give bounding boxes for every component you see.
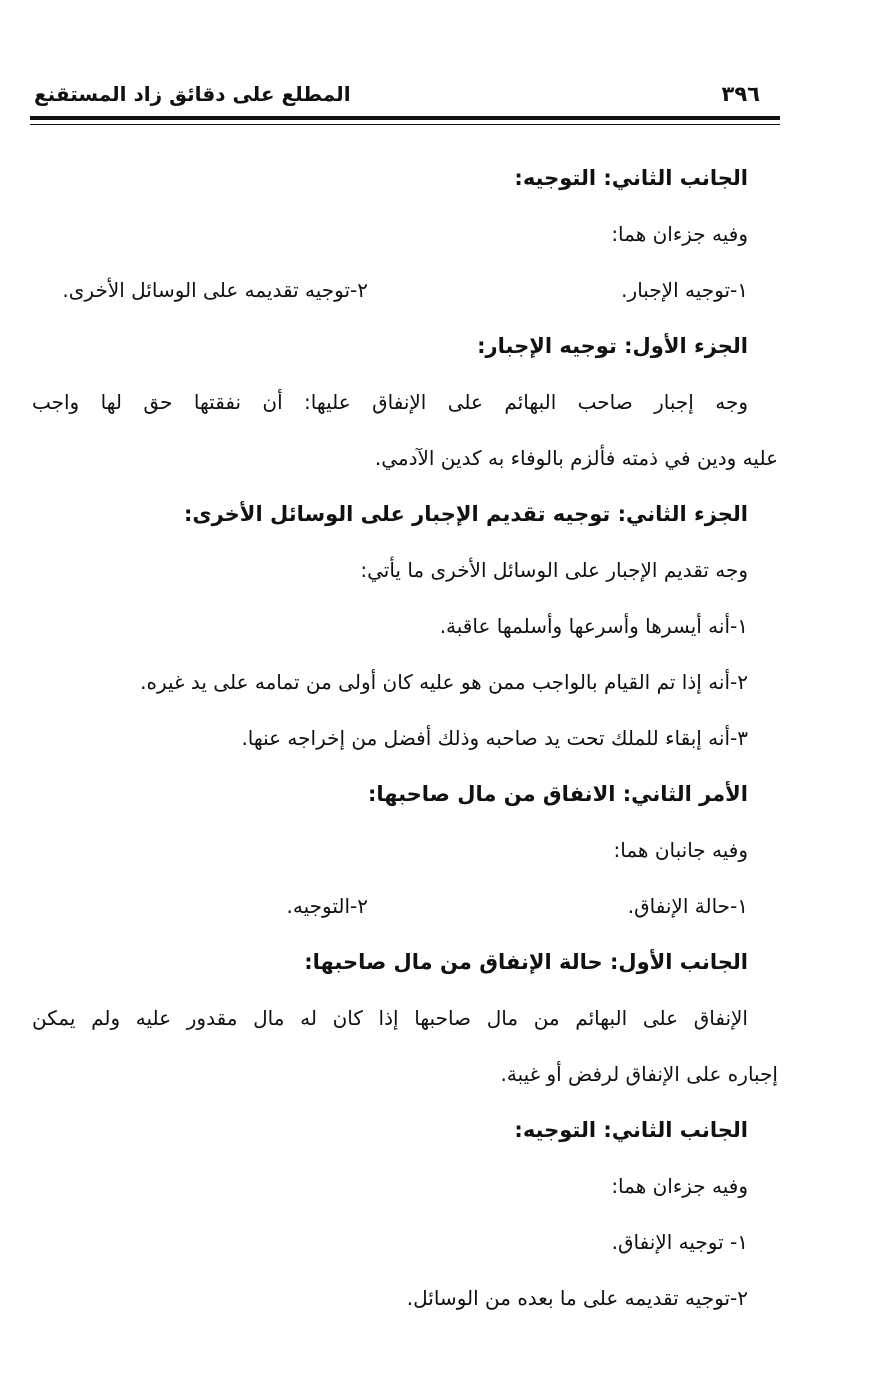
list-item: ١- توجيه الإنفاق.: [611, 1230, 748, 1254]
list-item: ٢-أنه إذا تم القيام بالواجب ممن هو عليه كان أولى من تمامه على يد غيره.: [140, 670, 748, 694]
paragraph-line: وجه تقديم الإجبار على الوسائل الأخرى ما يأتي:: [360, 558, 748, 582]
page-number: ٣٩٦: [721, 82, 760, 106]
section-heading: الجانب الأول: حالة الإنفاق من مال صاحبها:: [304, 950, 748, 974]
page-header: [30, 80, 780, 114]
section-heading: الجزء الثاني: توجيه تقديم الإجبار على الوسائل الأخرى:: [183, 502, 748, 526]
paragraph-line: وجه إجبار صاحب البهائم على الإنفاق عليها: أن نفقتها حق لها واجب: [32, 390, 748, 414]
paragraph-line: وفيه جزءان هما:: [611, 1174, 748, 1198]
two-column-list: [32, 878, 748, 934]
two-column-list: [32, 262, 748, 318]
section-heading: الجانب الثاني: التوجيه:: [514, 166, 748, 190]
list-item: ٢-توجيه تقديمه على الوسائل الأخرى.: [62, 278, 368, 302]
list-item: ١-توجيه الإجبار.: [621, 278, 748, 302]
list-item: ٣-أنه إبقاء للملك تحت يد صاحبه وذلك أفضل من إخراجه عنها.: [241, 726, 748, 750]
header-rule-thick: [30, 116, 780, 120]
page-body: [32, 150, 778, 1326]
header-rule-thin: [30, 124, 780, 125]
section-heading: الجانب الثاني: التوجيه:: [514, 1118, 748, 1142]
section-heading: الأمر الثاني: الانفاق من مال صاحبها:: [367, 782, 748, 806]
paragraph-line: وفيه جزءان هما:: [611, 222, 748, 246]
list-item: ١-أنه أيسرها وأسرعها وأسلمها عاقبة.: [439, 614, 748, 638]
running-title: المطلع على دقائق زاد المستقنع: [34, 82, 351, 106]
paragraph-line: عليه ودين في ذمته فألزم بالوفاء به كدين الآدمي.: [374, 446, 778, 470]
list-item: ٢-التوجيه.: [286, 894, 368, 918]
list-item: ١-حالة الإنفاق.: [627, 894, 748, 918]
paragraph-line: وفيه جانبان هما:: [613, 838, 748, 862]
list-item: ٢-توجيه تقديمه على ما بعده من الوسائل.: [406, 1286, 748, 1310]
paragraph-line: الإنفاق على البهائم من مال صاحبها إذا كان له مال مقدور عليه ولم يمكن: [32, 1006, 748, 1030]
section-heading: الجزء الأول: توجيه الإجبار:: [477, 334, 748, 358]
paragraph-line: إجباره على الإنفاق لرفض أو غيبة.: [500, 1062, 778, 1086]
